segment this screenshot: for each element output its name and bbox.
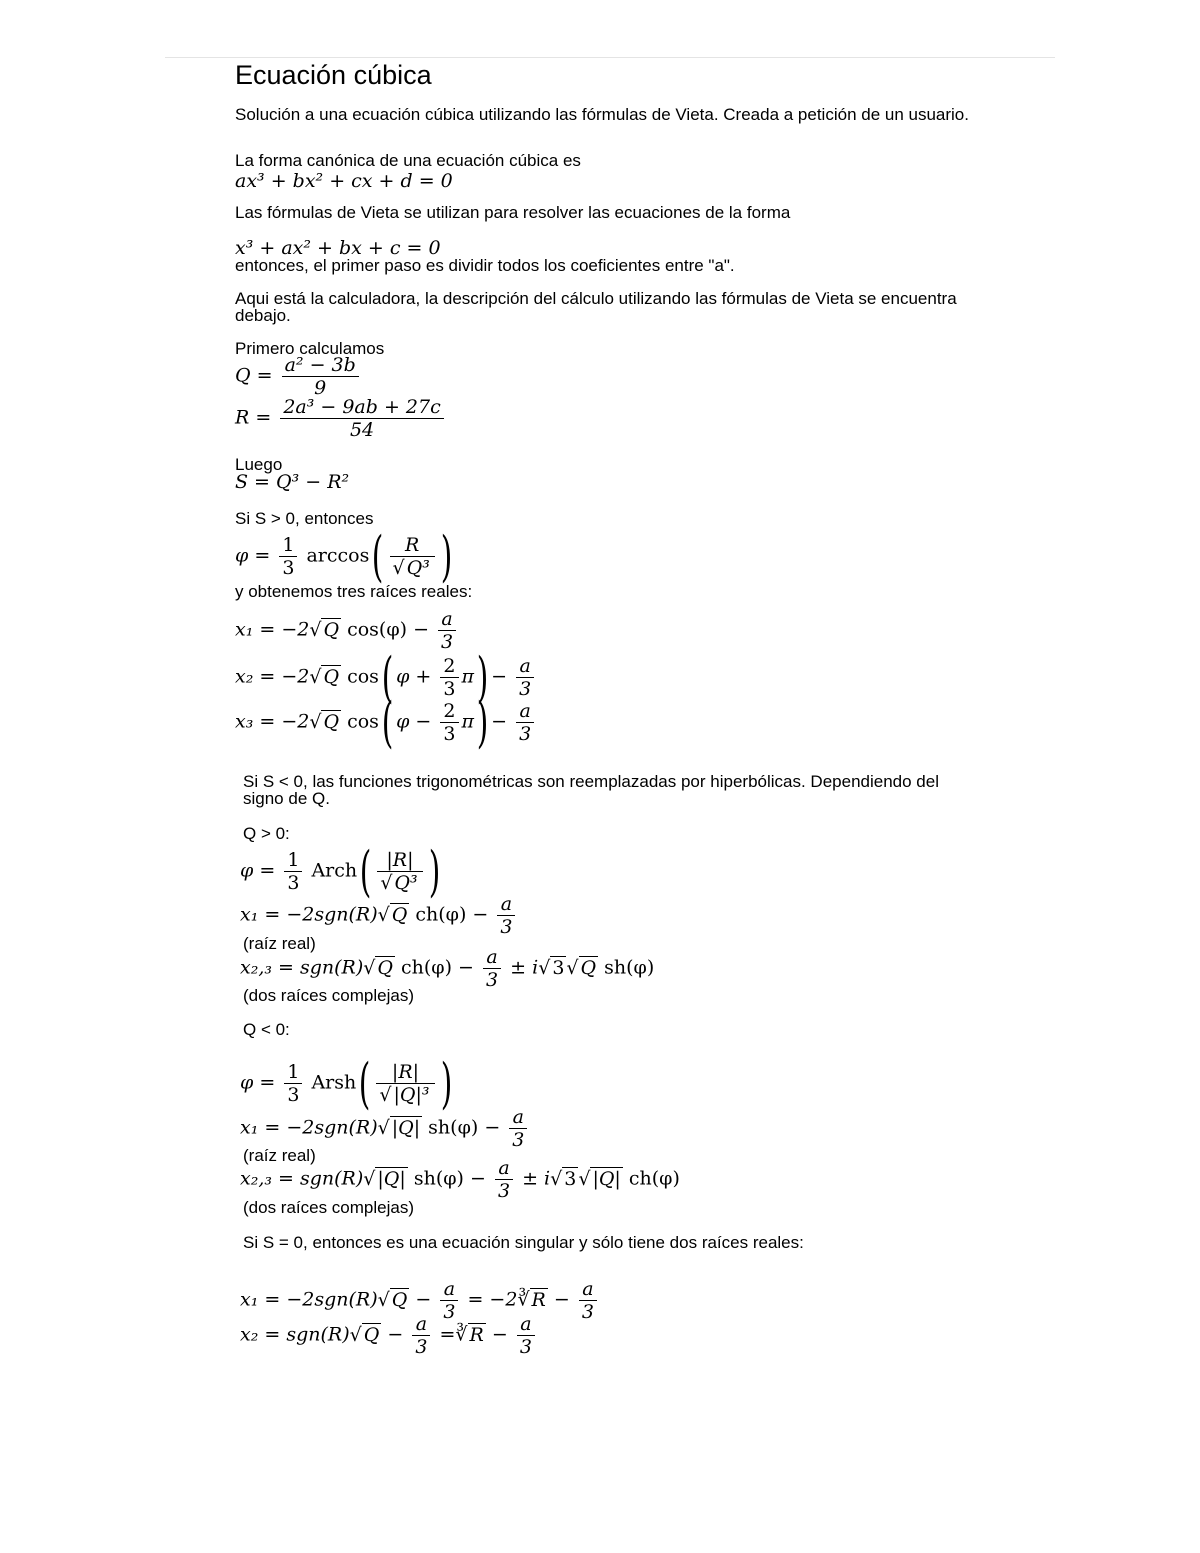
x2-lhs: x₂ = −2 (235, 665, 310, 688)
x1-rad: Q (323, 618, 340, 641)
x2-minus2: − (491, 1323, 508, 1346)
x23-rest: sh(φ) − (413, 1167, 486, 1190)
vieta-after-text: entonces, el primer paso es dividir todos los coeficientes entre "a". (235, 256, 735, 275)
cube-root-icon: ∛ (455, 1323, 468, 1346)
page-title: Ecuación cúbica (235, 60, 432, 90)
x1-rad2: R (531, 1288, 546, 1311)
arccos-fn: arccos (306, 544, 370, 567)
x1-rad: |Q| (391, 1116, 421, 1139)
x1-lhs: x₁ = −2sgn(R) (240, 1116, 378, 1139)
tres-raices-text: y obtenemos tres raíces reales: (235, 582, 473, 601)
x1-den: 3 (443, 1301, 456, 1323)
phi-arch-formula: φ = $\frac{1}{3}$ Arch ( $\frac{|R|}{\text{√ Q³}}$ ) (240, 840, 441, 903)
phi-lhs: φ = (235, 544, 271, 567)
r-numerator: 2a³ − 9ab + 27c (280, 396, 443, 419)
x23-num: a (483, 946, 501, 969)
x23-arsh-formula: x₂,₃ = sgn(R)√ |Q| sh(φ) − $\frac{a}{3}$ ± i√ 3 √ |Q| ch(φ) (240, 1157, 680, 1202)
coef-den: 3 (287, 1084, 300, 1106)
x23-lhs: x₂,₃ = sgn(R) (240, 956, 364, 979)
x2-rad2: R (469, 1323, 484, 1346)
x3-inner: φ − (396, 710, 432, 733)
x2-den: 3 (443, 678, 456, 700)
x1-num2: a (579, 1278, 597, 1301)
x1-minus2: − (553, 1288, 570, 1311)
x1-num: a (438, 608, 456, 631)
canonical-equation: ax³ + bx² + cx + d = 0 (235, 170, 453, 192)
left-paren: ( (381, 691, 394, 754)
s-zero-text: Si S = 0, entonces es una ecuación singular y sólo tiene dos raíces reales: (243, 1233, 804, 1252)
s-negative-text: Si S < 0, las funciones trigonométricas son reemplazadas por hiperbólicas. Dependiendo del signo de Q. (243, 772, 939, 808)
coef-num: 1 (284, 849, 302, 872)
right-paren: ) (428, 840, 441, 903)
vieta-equation: x³ + ax² + bx + c = 0 (235, 237, 441, 259)
right-paren: ) (440, 1052, 452, 1115)
x1-den: 3 (441, 631, 454, 653)
x3-rad: Q (323, 710, 340, 733)
x1-den: 3 (512, 1129, 525, 1151)
phi-lhs: φ = (240, 1071, 276, 1094)
x3-three: 3 (519, 723, 532, 745)
r-formula (235, 396, 447, 441)
x2-lhs: x₂ = sgn(R) (240, 1323, 350, 1346)
arsh-fn: Arsh (311, 1071, 357, 1094)
x1-rad: Q (391, 1288, 408, 1311)
x2-num: a (412, 1313, 430, 1336)
x2-rad: Q (363, 1323, 380, 1346)
raiz-real-label-2: (raíz real) (243, 1146, 316, 1165)
phi-arsh-formula: φ = $\frac{1}{3}$ Arsh ( $\frac{|R|}{\text{√ |Q|³}}$ ) (240, 1052, 452, 1115)
x2-fn: cos (347, 665, 379, 688)
vieta-text: Las fórmulas de Vieta se utilizan para resolver las ecuaciones de la forma (235, 203, 791, 222)
x3-den: 3 (443, 723, 456, 745)
x23-rad: |Q| (377, 1167, 406, 1190)
x3-lhs: x₃ = −2 (235, 710, 310, 733)
dos-complejas-label: (dos raíces complejas) (243, 986, 415, 1005)
x23-rest: ch(φ) − (401, 956, 474, 979)
arch-num: |R| (377, 849, 422, 872)
x3-pi: π (461, 710, 474, 733)
x2-a: a (516, 655, 534, 678)
x1-lhs: x₁ = −2sgn(R) (240, 1288, 378, 1311)
x23-rad3: 3 (564, 1167, 577, 1190)
x3-num: 2 (440, 700, 458, 723)
intro-paragraph: Solución a una ecuación cúbica utilizando las fórmulas de Vieta. Creada a petición de un usuario. (235, 105, 969, 124)
x23-rad4: |Q| (592, 1167, 621, 1190)
s-formula: S = Q³ − R² (235, 471, 350, 493)
x3-minus: − (491, 710, 508, 733)
x1-minus: − (415, 1288, 432, 1311)
x1-num: a (440, 1278, 458, 1301)
x1-arsh-formula: x₁ = −2sgn(R)√ |Q| sh(φ) − $\frac{a}{3}$ (240, 1106, 530, 1151)
coef-den: 3 (282, 557, 295, 579)
x1-cos-formula: x₁ = −2√ Q cos(φ) − $\frac{a}{3}$ (235, 608, 459, 653)
right-paren: ) (476, 691, 489, 754)
arsh-num: |R| (376, 1061, 434, 1084)
x2-minus: − (491, 665, 508, 688)
arch-den: Q³ (394, 872, 418, 894)
x1-lhs: x₁ = −2 (235, 618, 310, 641)
x23-tail: sh(φ) (604, 956, 655, 979)
primero-label: Primero calculamos (235, 339, 385, 358)
canonical-text: La forma canónica de una ecuación cúbica es (235, 151, 581, 170)
q-lhs: Q = (235, 364, 273, 387)
x3-a: a (516, 700, 534, 723)
q-numerator: a² − 3b (282, 354, 359, 377)
q-denominator: 9 (314, 377, 327, 399)
left-paren: ( (359, 840, 372, 903)
x2-rad: Q (323, 665, 340, 688)
x1-rest: ch(φ) − (415, 903, 489, 926)
x2-num2: a (517, 1313, 535, 1336)
x23-tail: ch(φ) (628, 1167, 680, 1190)
x23-den: 3 (486, 969, 499, 991)
x23-rad3: 3 (552, 956, 565, 979)
x2-den2: 3 (519, 1336, 532, 1358)
coef-num: 1 (279, 534, 297, 557)
arccos-den: Q³ (406, 557, 430, 579)
arsh-den: |Q|³ (393, 1084, 430, 1106)
phi-lhs: φ = (240, 859, 276, 882)
right-paren: ) (440, 525, 453, 588)
x23-num: a (495, 1157, 513, 1180)
x2-eq: = (439, 1323, 456, 1346)
x23-pm: ± i (510, 956, 539, 979)
arccos-num: R (390, 534, 435, 557)
cube-root-icon: ∛ (517, 1288, 530, 1311)
x3-fn: cos (347, 710, 379, 733)
x23-rad4: Q (580, 956, 597, 979)
calculator-text: Aqui está la calculadora, la descripción del cálculo utilizando las fórmulas de Vieta se encuentra debajo. (235, 289, 957, 325)
x1-num: a (509, 1106, 527, 1129)
right-paren: ) (476, 646, 489, 709)
luego-label: Luego (235, 455, 283, 474)
left-paren: ( (359, 1052, 371, 1115)
x23-arch-formula: x₂,₃ = sgn(R)√ Q ch(φ) − $\frac{a}{3}$ ± i√ 3 √ Q sh(φ) (240, 946, 655, 991)
x23-rad: Q (377, 956, 393, 979)
x1-rest: cos(φ) − (347, 618, 429, 641)
x2-inner: φ + (396, 665, 432, 688)
x1-eq: = −2 (467, 1288, 518, 1311)
x1-num: a (497, 893, 515, 916)
r-denominator: 54 (349, 419, 375, 441)
x2-cos-formula: x₂ = −2√ Q cos ( φ + $\frac{2}{3}$ π ) − $\frac{a}{3}$ (235, 646, 537, 709)
coef-den: 3 (287, 872, 300, 894)
top-divider (165, 57, 1055, 58)
left-paren: ( (381, 646, 394, 709)
x2-num: 2 (440, 655, 458, 678)
x2-zero-formula: x₂ = sgn(R)√ Q − $\frac{a}{3}$ =∛ R − $\frac{a}{3}$ (240, 1313, 538, 1358)
x1-zero-formula: x₁ = −2sgn(R)√ Q − $\frac{a}{3}$ = −2∛ R − $\frac{a}{3}$ (240, 1278, 600, 1323)
q-formula (235, 354, 362, 399)
s-positive-text: Si S > 0, entonces (235, 509, 374, 528)
x2-den: 3 (415, 1336, 428, 1358)
x1-rest: sh(φ) − (428, 1116, 501, 1139)
x1-rad: Q (391, 903, 408, 926)
x23-lhs: x₂,₃ = sgn(R) (240, 1167, 364, 1190)
left-paren: ( (372, 525, 384, 588)
x23-den: 3 (497, 1180, 511, 1202)
x2-three: 3 (519, 678, 532, 700)
x2-minus: − (387, 1323, 404, 1346)
x1-arch-formula: x₁ = −2sgn(R)√ Q ch(φ) − $\frac{a}{3}$ (240, 893, 518, 938)
dos-complejas-label-2: (dos raíces complejas) (243, 1198, 415, 1217)
r-lhs: R = (235, 406, 272, 429)
phi-arccos-formula: φ = $\frac{1}{3}$ arccos ( $\frac{R}{\text{√ Q³}}$ ) (235, 525, 453, 588)
q-negative-label: Q < 0: (243, 1020, 290, 1039)
x1-lhs: x₁ = −2sgn(R) (240, 903, 378, 926)
x2-pi: π (461, 665, 474, 688)
raiz-real-label: (raíz real) (243, 934, 316, 953)
arch-fn: Arch (311, 859, 358, 882)
coef-num: 1 (284, 1061, 302, 1084)
x1-den: 3 (500, 916, 513, 938)
x3-cos-formula: x₃ = −2√ Q cos ( φ − $\frac{2}{3}$ π ) − $\frac{a}{3}$ (235, 691, 537, 754)
q-positive-label: Q > 0: (243, 824, 290, 843)
x23-pm: ± i (522, 1167, 551, 1190)
x1-den2: 3 (581, 1301, 594, 1323)
